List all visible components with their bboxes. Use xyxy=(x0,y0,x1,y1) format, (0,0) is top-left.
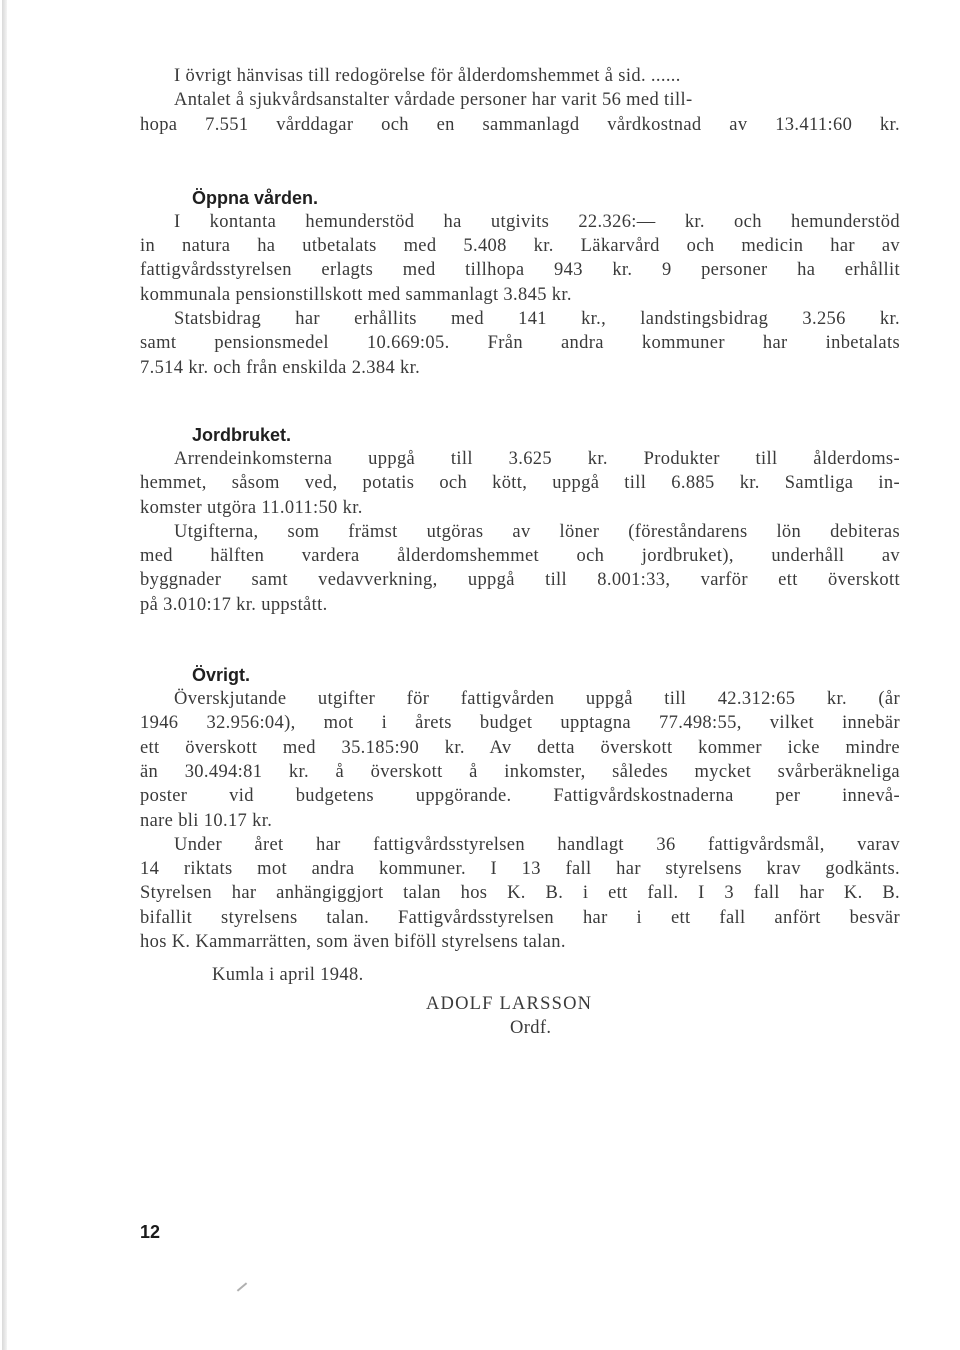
p4-line-2: hemmet, såsom ved, potatis och kött, uppgå till 6.885 kr. Samtliga in- xyxy=(140,473,900,494)
section-heading-ovrigt: Övrigt. xyxy=(192,665,251,686)
document-body xyxy=(140,64,900,1040)
signature-title: Ordf. xyxy=(510,1017,552,1038)
p1-line-2: Antalet å sjukvårdsanstalter vårdade personer har varit 56 med till- xyxy=(174,90,693,111)
p7-line-5: hos K. Kammarrätten, som även biföll styrelsens talan. xyxy=(140,932,566,953)
p2-line-2: in natura ha utbetalats med 5.408 kr. Läkarvård och medicin har av xyxy=(140,236,900,257)
p6-line-2: 1946 32.956:04), mot i årets budget upptagna 77.498:55, vilket innebär xyxy=(140,713,900,734)
p6-line-4: än 30.494:81 kr. å överskott å inkomster, således mycket svårberäkneliga xyxy=(140,761,900,782)
pencil-mark xyxy=(237,1282,247,1291)
page-number: 12 xyxy=(140,1222,161,1242)
p7-line-4: bifallit styrelsens talan. Fattigvårdsstyrelsen har i ett fall anfört besvär xyxy=(140,907,900,928)
p6-line-1: Överskjutande utgifter för fattigvården uppgå till 42.312:65 kr. (år xyxy=(174,689,900,710)
signature-date-line: Kumla i april 1948. xyxy=(212,965,364,986)
p4-line-1: Arrendeinkomsterna uppgå till 3.625 kr. Produkter till ålderdoms- xyxy=(174,448,900,469)
p7-line-1: Under året har fattigvårdsstyrelsen handlagt 36 fattigvårdsmål, varav xyxy=(174,834,900,855)
p6-line-3: ett överskott med 35.185:90 kr. Av detta överskott kommer icke mindre xyxy=(140,737,900,758)
p1-line-1: I övrigt hänvisas till redogörelse för ålderdomshemmet å sid. ...... xyxy=(174,66,681,86)
section-heading-oppna-varden: Öppna vården. xyxy=(192,187,319,208)
p4-line-3: komster utgöra 11.011:50 kr. xyxy=(140,497,363,518)
p2-line-4: kommunala pensionstillskott med sammanlagt 3.845 kr. xyxy=(140,284,572,305)
p2-line-1: I kontanta hemunderstöd ha utgivits 22.326:— kr. och hemunderstöd xyxy=(174,211,900,232)
signature-name: ADOLF LARSSON xyxy=(426,993,593,1014)
page-edge-shadow xyxy=(2,0,7,1350)
p5-line-4: på 3.010:17 kr. uppstått. xyxy=(140,594,328,615)
p5-line-3: byggnader samt vedavverkning, uppgå till 8.001:33, varför ett överskott xyxy=(140,570,900,591)
p3-line-2: samt pensionsmedel 10.669:05. Från andra kommuner har inbetalats xyxy=(140,333,900,354)
p2-line-3: fattigvårdsstyrelsen erlagts med tillhopa 943 kr. 9 personer ha erhållit xyxy=(140,260,900,281)
p5-line-2: med hälften vardera ålderdomshemmet och jordbruket), underhåll av xyxy=(140,546,900,567)
p7-line-3: Styrelsen har anhängiggjort talan hos K. B. i ett fall. I 3 fall har K. B. xyxy=(140,883,900,904)
p3-line-1: Statsbidrag har erhållits med 141 kr., landstingsbidrag 3.256 kr. xyxy=(174,309,900,330)
p3-line-3: 7.514 kr. och från enskilda 2.384 kr. xyxy=(140,357,421,378)
p1-line-3: hopa 7.551 vårddagar och en sammanlagd vårdkostnad av 13.411:60 kr. xyxy=(140,114,900,135)
p6-line-6: nare bli 10.17 kr. xyxy=(140,810,273,831)
p5-line-1: Utgifterna, som främst utgöras av löner (föreståndarens lön debiteras xyxy=(174,521,900,542)
p6-line-5: poster vid budgetens uppgörande. Fattigvårdskostnaderna per innevå- xyxy=(140,786,900,807)
p7-line-2: 14 riktats mot andra kommuner. I 13 fall har styrelsens krav godkänts. xyxy=(140,859,900,880)
section-heading-jordbruket: Jordbruket. xyxy=(192,424,292,445)
